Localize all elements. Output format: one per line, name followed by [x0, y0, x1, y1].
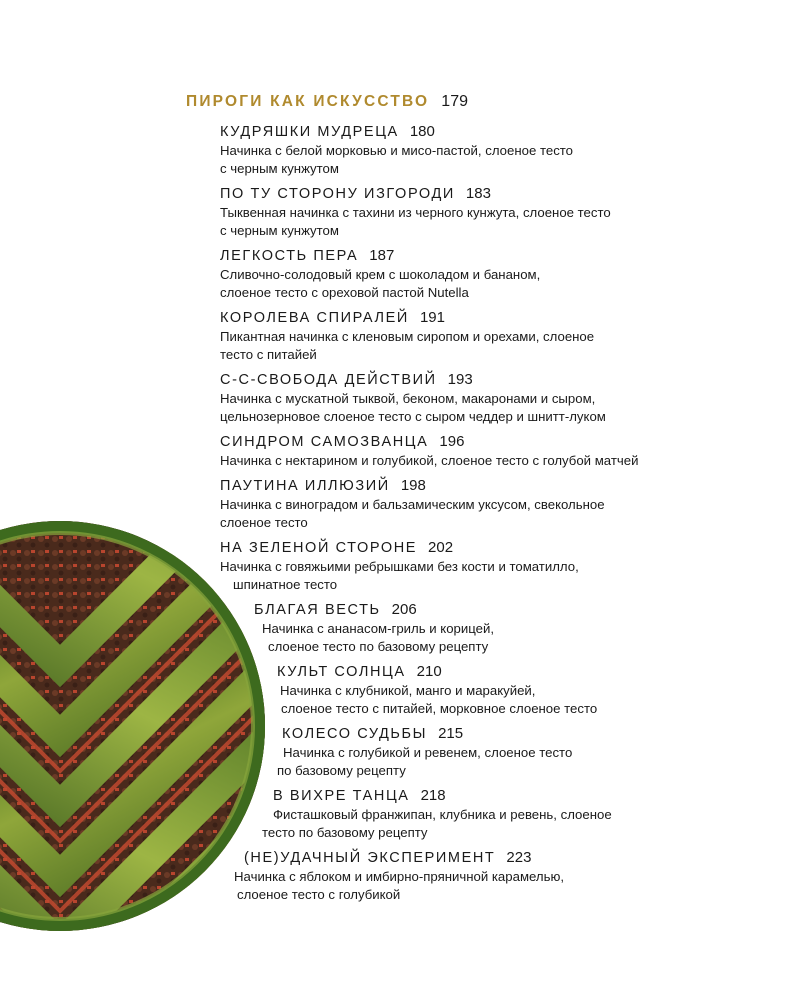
entry-description-line: слоеное тесто: [220, 515, 308, 530]
toc-entry: [220, 122, 573, 178]
entry-description-line: с черным кунжутом: [220, 161, 339, 176]
entry-description-line: Начинка с голубикой и ревенем, слоеное тесто: [283, 745, 573, 760]
section-title: ПИРОГИ КАК ИСКУССТВО: [186, 93, 430, 110]
entry-description: [220, 204, 611, 240]
entry-title: ЛЕГКОСТЬ ПЕРА: [220, 248, 359, 264]
entry-page-number: 187: [369, 247, 395, 264]
entry-page-number: 198: [400, 477, 426, 494]
entry-page-number: 223: [506, 849, 532, 866]
entry-description-line: Начинка с мускатной тыквой, беконом, макаронами и сыром,: [220, 391, 596, 406]
entry-title: КУЛЬТ СОЛНЦА: [277, 664, 406, 680]
entry-title: КОЛЕСО СУДЬБЫ: [282, 726, 428, 742]
entry-description: [277, 682, 597, 718]
entry-title: БЛАГАЯ ВЕСТЬ: [254, 602, 381, 618]
section-page-number: 179: [441, 93, 468, 110]
toc-entry: [234, 848, 565, 904]
entry-description-line: слоеное тесто с ореховой пастой Nutella: [220, 285, 469, 300]
entry-description-line: Начинка с белой морковью и мисо-пастой, слоеное тесто: [220, 143, 574, 158]
entry-description-line: по базовому рецепту: [277, 763, 406, 778]
entry-description: [220, 142, 573, 178]
toc-entry: [220, 246, 540, 302]
entry-description: [220, 328, 594, 364]
entry-description: [220, 558, 579, 594]
entry-description: [220, 390, 606, 426]
toc-entry: [220, 308, 594, 364]
toc-entry: [254, 600, 494, 656]
toc-entry: [262, 786, 612, 842]
entry-description-line: шпинатное тесто: [233, 577, 338, 592]
entry-description-line: Фисташковый франжипан, клубника и ревень, слоеное: [273, 807, 612, 822]
entry-description-line: цельнозерновое слоеное тесто с сыром чеддер и шнитт-луком: [220, 409, 606, 424]
entry-description-line: Начинка с ананасом-гриль и корицей,: [262, 621, 494, 636]
entry-page-number: 180: [409, 123, 435, 140]
toc-entry: [277, 662, 597, 718]
entry-description-line: тесто с питайей: [220, 347, 317, 362]
toc-entry: [220, 538, 579, 594]
entry-page-number: 183: [465, 185, 491, 202]
entry-description-line: Начинка с говяжьими ребрышками без кости и томатилло,: [220, 559, 579, 574]
entry-description-line: Начинка с виноградом и бальзамическим уксусом, свекольное: [220, 497, 605, 512]
entry-title: СИНДРОМ САМОЗВАНЦА: [220, 434, 429, 450]
entry-title: ПАУТИНА ИЛЛЮЗИЙ: [220, 478, 390, 494]
entry-description-line: Начинка с клубникой, манго и маракуйей,: [280, 683, 536, 698]
entry-description-line: слоеное тесто с голубикой: [237, 887, 401, 902]
entry-page-number: 193: [447, 371, 473, 388]
section-header: [186, 93, 468, 111]
entry-description: [277, 744, 573, 780]
entry-page-number: 196: [439, 433, 465, 450]
entry-description-line: Пикантная начинка с кленовым сиропом и орехами, слоеное: [220, 329, 595, 344]
entry-page-number: 215: [438, 725, 464, 742]
entry-description-line: слоеное тесто с питайей, морковное слоеное тесто: [281, 701, 598, 716]
entry-description-line: Сливочно-солодовый крем с шоколадом и бананом,: [220, 267, 541, 282]
entry-title: ПО ТУ СТОРОНУ ИЗГОРОДИ: [220, 186, 455, 202]
entry-description: [220, 452, 638, 470]
entry-description-line: Начинка с нектарином и голубикой, слоеное тесто с голубой матчей: [220, 453, 639, 468]
toc-entry: [220, 184, 611, 240]
entry-page-number: 191: [419, 309, 445, 326]
entry-title: КОРОЛЕВА СПИРАЛЕЙ: [220, 310, 409, 326]
entry-description: [220, 496, 605, 532]
entry-title: В ВИХРЕ ТАНЦА: [273, 788, 410, 804]
entry-title: КУДРЯШКИ МУДРЕЦА: [220, 124, 399, 140]
entry-title: (НЕ)УДАЧНЫЙ ЭКСПЕРИМЕНТ: [244, 850, 496, 866]
toc-entry: [277, 724, 573, 780]
entry-description-line: Начинка с яблоком и имбирно-пряничной карамелью,: [234, 869, 565, 884]
entry-title: С-С-СВОБОДА ДЕЙСТВИЙ: [220, 372, 437, 388]
entry-description-line: с черным кунжутом: [220, 223, 339, 238]
entry-page-number: 210: [416, 663, 442, 680]
toc-entry: [220, 476, 605, 532]
entry-page-number: 218: [420, 787, 446, 804]
entry-description-line: слоеное тесто по базовому рецепту: [268, 639, 489, 654]
entry-description: [220, 266, 540, 302]
entry-description: [262, 806, 612, 842]
entry-description: [254, 620, 494, 656]
toc-entry: [220, 432, 638, 470]
entry-title: НА ЗЕЛЕНОЙ СТОРОНЕ: [220, 540, 418, 556]
entry-page-number: 206: [391, 601, 417, 618]
entry-description-line: Тыквенная начинка с тахини из черного кунжута, слоеное тесто: [220, 205, 611, 220]
entry-description-line: тесто по базовому рецепту: [262, 825, 428, 840]
entry-page-number: 202: [428, 539, 454, 556]
entry-description: [234, 868, 565, 904]
toc-entry: [220, 370, 606, 426]
